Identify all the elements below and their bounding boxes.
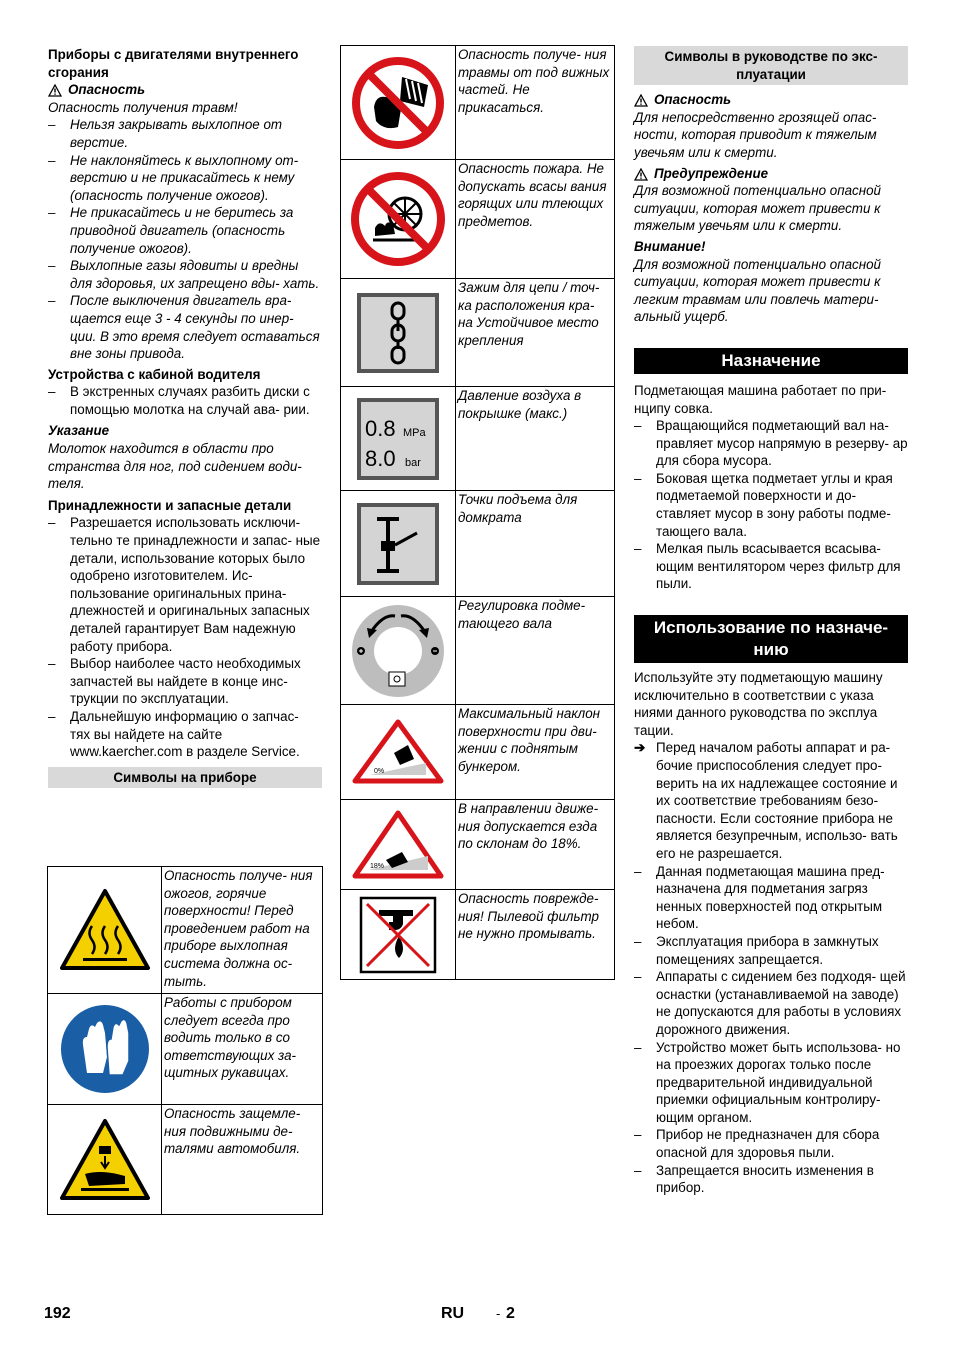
intended-use-check: ➔ Перед началом работы аппарат и ра- бочие приспособления следует про- верить на их надлежащее состояние и их соответствие требованиям безо- пасности. Если состояние прибора не является безупречным, использо- вать его не разрешается. <box>634 739 908 862</box>
symbol-description: Работы с прибором следует всегда про водить только в со ответствующих за- щитных рукавицах. <box>162 994 323 1105</box>
slope-value: 18% <box>370 862 385 870</box>
symbol-description: Опасность пожара. Не допускать всасы вания горящих или тлеющих предметов. <box>456 160 615 279</box>
caution-text: Для возможной потенциально опасной ситуации, которая может привести к легким травмам или повлечь матери- альный ущерб. <box>634 256 881 325</box>
symbols-in-manual-heading: Символы в руководстве по экс- плуатации <box>634 46 908 85</box>
caution-label: Внимание! <box>634 238 706 254</box>
symbol-description: Зажим для цепи / точ- ка расположения кра- на Устойчивое место крепления <box>456 279 615 387</box>
list-item: – Разрешается использовать исключи- тельно те принадлежности и запас- ные детали, использование которых было одобрено изготовителем. Ис- пользование оригинальных прина- длежностей и оригинальных запасных деталей гарантирует Вам надежную работу прибора. <box>48 514 322 655</box>
symbol-description: Опасность защемле- ния подвижными де- талями автомобиля. <box>162 1105 323 1215</box>
no-touch-moving-parts-icon <box>350 94 446 109</box>
symbol-cell <box>341 705 456 800</box>
warning-triangle-icon <box>48 81 62 99</box>
intended-use-heading: Использование по назначе- нию <box>634 615 908 663</box>
list-item: – Запрещается вносить изменения в прибор. <box>634 1162 908 1197</box>
symbol-description: Опасность получе- ния травмы от под вижных частей. Не прикасаться. <box>456 46 615 160</box>
symbol-cell <box>341 597 456 705</box>
bullet-list-purpose <box>634 417 908 593</box>
no-wash-filter-icon <box>359 926 437 941</box>
list-item: – Мелкая пыль всасывается всасыва- ющим вентилятором через фильтр для пыли. <box>634 540 908 593</box>
danger-text: Опасность получения травм! <box>48 99 238 115</box>
list-item: – Устройство может быть использова- но на проезжих дорогах только после предварительной индивидуальной приемки официальным контролиру- ющим органом. <box>634 1039 908 1127</box>
symbols-table-middle <box>340 45 615 980</box>
section-title-accessories: Принадлежности и запасные детали <box>48 497 292 513</box>
intended-use-intro: Используйте эту подметающую машину исключительно в соответствии с указа ниями данного руководства по эксплуа тации. <box>634 670 883 738</box>
list-item: – Не наклоняйтесь к выхлопному от- верстию и не прикасайтесь к нему (опасность получение ожогов). <box>48 152 322 205</box>
danger-label: Опасность <box>654 92 732 108</box>
list-item: – Боковая щетка подметает углы и края подметаемой поверхности и до- ставляет мусор в зону работы подме- тающего вала. <box>634 470 908 540</box>
symbol-description: Опасность поврежде- ния! Пылевой фильтр не нужно промывать. <box>456 890 615 980</box>
symbol-description: Точки подъема для домкрата <box>456 491 615 597</box>
crush-hand-warning-icon <box>59 1151 151 1166</box>
list-item: – Эксплуатация прибора в замкнутых помещениях запрещается. <box>634 933 908 968</box>
symbols-table-left <box>47 866 323 1215</box>
symbol-description: Опасность получе- ния ожогов, горячие поверхности! Перед проведением работ на приборе выхлопная система должна ос- тыть. <box>162 867 323 994</box>
jack-point-icon <box>355 535 441 550</box>
list-item: – Не прикасайтесь и не беритесь за приводной двигатель (опасность получение ожогов). <box>48 204 322 257</box>
list-item: – Аппараты с сидением без подходя- щей оснастки (устанавливаемой на заводе) не допускаются для работы в условиях дорожного движения. <box>634 968 908 1038</box>
pressure-unit-mpa: MPa <box>403 426 426 439</box>
language-code: RU <box>441 1305 465 1322</box>
pressure-unit-bar: bar <box>405 456 421 469</box>
symbol-cell <box>341 46 456 160</box>
tire-pressure-icon <box>355 415 441 471</box>
warning-line <box>634 165 908 183</box>
symbol-cell <box>341 387 456 491</box>
symbol-cell <box>341 279 456 387</box>
gloves-mandatory-icon <box>59 1041 151 1056</box>
symbol-cell <box>48 1105 162 1215</box>
bullet-list-exhaust <box>48 116 322 362</box>
purpose-heading: Назначение <box>634 348 908 374</box>
danger-label: Опасность <box>68 82 146 98</box>
list-item: – Прибор не предназначен для сбора опасной для здоровья пыли. <box>634 1126 908 1161</box>
slope-18-icon <box>352 836 444 870</box>
max-slope-raised-hopper-icon <box>352 744 444 775</box>
pressure-value-bar: 8.0 <box>365 445 396 471</box>
no-burning-objects-icon <box>349 211 447 226</box>
warning-label: Предупреждение <box>654 165 769 181</box>
symbol-cell <box>341 800 456 890</box>
column-left <box>48 46 322 788</box>
roller-adjust-icon <box>349 642 447 657</box>
list-item: – Выбор наиболее часто необходимых запчастей вы найдете в конце инс- трукции по эксплуатации. <box>48 655 322 708</box>
bullet-list-accessories <box>48 514 322 760</box>
pressure-value-mpa: 0.8 <box>365 415 396 441</box>
warning-text: Для возможной потенциально опасной ситуации, которая может привести к тяжелым увечьям или к смерти. <box>634 183 881 234</box>
note-text: Молоток находится в области про странства для ног, под сидением води- теля. <box>48 441 302 492</box>
list-item: – Нельзя закрывать выхлопное от верстие. <box>48 116 322 151</box>
slope-value: 0% <box>374 768 385 775</box>
list-item: – Данная подметающая машина пред- назначена для подметания загряз ненных поверхностей под открытым небом. <box>634 863 908 933</box>
bullet-list-cabin <box>48 383 322 418</box>
danger-line <box>48 81 322 99</box>
list-item: – Вращающийся подметающий вал на- правляет мусор напрямую в резерву- ар для сбора мусора. <box>634 417 908 470</box>
symbol-description: Давление воздуха в покрышке (макс.) <box>456 387 615 491</box>
warning-triangle-icon <box>634 165 648 183</box>
note-label: Указание <box>48 423 110 439</box>
page-number: 192 <box>44 1305 71 1322</box>
section-title-cabin: Устройства с кабиной водителя <box>48 366 261 382</box>
column-right <box>634 46 908 1197</box>
list-item: – После выключения двигатель вра- щается еще 3 - 4 секунды по инер- ции. В это время следует оставаться вне зоны привода. <box>48 292 322 362</box>
symbol-description: Максимальный наклон поверхности при дви- жении с поднятым бункером. <box>456 705 615 800</box>
symbol-cell <box>48 994 162 1105</box>
symbol-description: В направлении движе- ния допускается езда по склонам до 18%. <box>456 800 615 890</box>
symbol-cell <box>341 491 456 597</box>
hot-surface-warning-icon <box>59 922 151 937</box>
symbol-cell <box>341 160 456 279</box>
symbols-on-device-heading: Символы на приборе <box>48 767 322 789</box>
symbol-description: Регулировка подме- тающего вала <box>456 597 615 705</box>
list-item: – Выхлопные газы ядовиты и вредны для здоровья, их запрещено вды- хать. <box>48 257 322 292</box>
footer-dash: - <box>496 1306 501 1321</box>
list-item: – В экстренных случаях разбить диски с помощью молотка на случай ава- рии. <box>48 383 322 418</box>
danger-text: Для непосредственно грозящей опас- ности, которая приводит к тяжелым увечьям или к смерти. <box>634 109 877 160</box>
bullet-list-intended-use <box>634 863 908 1197</box>
list-item: – Дальнейшую информацию о запчас- тях вы найдете на сайте www.kaercher.com в разделе Service. <box>48 708 322 761</box>
symbol-cell <box>341 890 456 980</box>
section-number: 2 <box>506 1305 515 1322</box>
danger-line <box>634 91 908 109</box>
purpose-intro: Подметающая машина работает по при- нципу совка. <box>634 382 887 416</box>
section-title-combustion: Приборы с двигателями внутреннего сгорания <box>48 47 299 80</box>
chain-clamp-icon <box>355 324 441 339</box>
symbol-cell <box>48 867 162 994</box>
warning-triangle-icon <box>634 91 648 109</box>
